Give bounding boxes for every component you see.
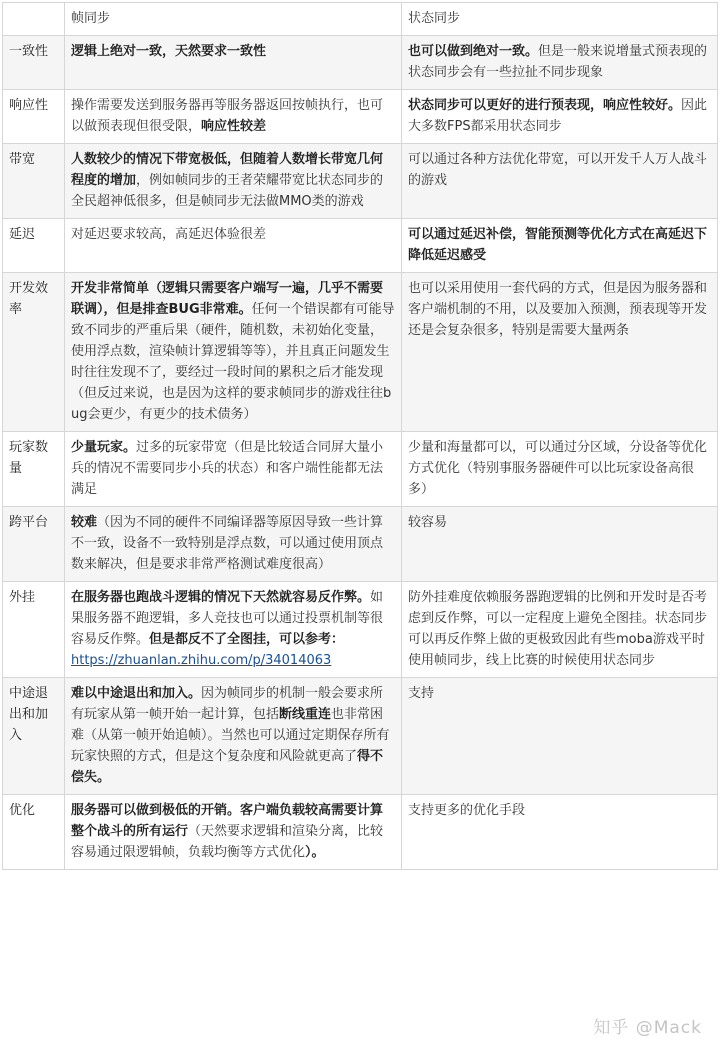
table-row (3, 678, 718, 795)
table-row (3, 273, 718, 432)
cell-text: 较难 (71, 515, 98, 530)
cell-frame-sync (65, 273, 402, 432)
cell-text: 但是一般来说增量式预表现的状态同步会有一些拉扯不同步现象 (408, 44, 708, 80)
cell-text: 断线重连 (279, 707, 332, 722)
cell-state-sync (402, 432, 718, 507)
table-row (3, 582, 718, 678)
cell-frame-sync (65, 36, 402, 90)
cell-text: 较容易 (408, 515, 448, 530)
cell-state-sync (402, 582, 718, 678)
cell-text: 也非常困难（从第一帧开始追帧）。当然也可以通过定期保存所有玩家快照的方式，但是这个复杂度和风险就更高了 (71, 707, 390, 764)
cell-text: 防外挂难度依赖服务器跑逻辑的比例和开发时是否考虑到反作弊，可以一定程度上避免全图挂。状态同步可以再反作弊上做的更极致因此有些moba游戏平时使用帧同步，线上比赛的时候使用状态同步 (408, 590, 708, 668)
cell-text: 可以通过延迟补偿，智能预测等优化方式在高延迟下降低延迟感受 (408, 227, 708, 263)
cell-text: 因此大多数FPS都采用状态同步 (408, 98, 708, 134)
table-row (3, 144, 718, 219)
row-label: 响应性 (3, 90, 65, 144)
cell-text: 对延迟要求较高，高延迟体验很差 (71, 227, 267, 242)
cell-text: 在服务器也跑战斗逻辑的情况下天然就容易反作弊。 (71, 590, 371, 605)
cell-text: 少量玩家。 (71, 440, 137, 455)
cell-text: 任何一个错误都有可能导致不同步的严重后果（硬件，随机数，未初始化变量，使用浮点数，渲染帧计算逻辑等等），并且真正问题发生时往往发现不了，要经过一段时间的累积之后才能发现（但反过来说，也是因为这样的要求帧同步的游戏往往bug会更少，有更少的技术债务） (71, 302, 395, 422)
cell-frame-sync (65, 90, 402, 144)
table-row (3, 90, 718, 144)
cell-text: 人数较少的情况下带宽极低，但随着人数增长带宽几何程度的增加 (71, 152, 384, 188)
cell-state-sync (402, 90, 718, 144)
cell-text: 但是都反不了全图挂，可以参考： (149, 632, 345, 647)
cell-text: 得不偿失。 (71, 749, 384, 785)
cell-state-sync (402, 273, 718, 432)
cell-text: 少量和海量都可以，可以通过分区域，分设备等优化方式优化（特别事服务器硬件可以比玩家设备高很多） (408, 440, 708, 497)
cell-text: 因为帧同步的机制一般会要求所有玩家从第一帧开始一起计算，包括 (71, 686, 384, 722)
row-label: 开发效率 (3, 273, 65, 432)
cell-state-sync (402, 36, 718, 90)
cell-state-sync (402, 507, 718, 582)
row-label: 跨平台 (3, 507, 65, 582)
header-row (3, 3, 718, 36)
row-label: 带宽 (3, 144, 65, 219)
cell-text: 过多的玩家带宽（但是比较适合同屏大量小兵的情况不需要同步小兵的状态）和客户端性能都无法满足 (71, 440, 384, 497)
header-state-sync: 状态同步 (402, 3, 718, 36)
cell-text: 逻辑上绝对一致，天然要求一致性 (71, 44, 267, 59)
row-label: 中途退出和加入 (3, 678, 65, 795)
table-row (3, 795, 718, 870)
cell-text: 响应性较差 (201, 119, 267, 134)
cell-frame-sync (65, 507, 402, 582)
cell-state-sync (402, 678, 718, 795)
cell-text: （天然要求逻辑和渲染分离，比较容易通过限逻辑帧，负载均衡等方式优化 (71, 824, 384, 860)
comparison-table (2, 2, 718, 870)
header-empty (3, 3, 65, 36)
table-row (3, 36, 718, 90)
cell-frame-sync (65, 795, 402, 870)
row-label: 玩家数量 (3, 432, 65, 507)
cell-text: 支持 (408, 686, 435, 701)
watermark: 知乎 @Mack (593, 1018, 702, 1038)
cell-text: 也可以做到绝对一致。 (408, 44, 539, 59)
cell-text: 支持更多的优化手段 (408, 803, 526, 818)
cell-frame-sync (65, 219, 402, 273)
table-body (3, 36, 718, 870)
cell-text: （因为不同的硬件不同编译器等原因导致一些计算不一致，设备不一致特别是浮点数，可以通过使用顶点数来解决，但是要求非常严格测试难度很高） (71, 515, 384, 572)
cell-text: 如果服务器不跑逻辑，多人竞技也可以通过投票机制等很容易反作弊。 (71, 590, 384, 647)
cell-state-sync (402, 144, 718, 219)
reference-link[interactable]: https://zhuanlan.zhihu.com/p/34014063 (71, 653, 332, 668)
header-frame-sync: 帧同步 (65, 3, 402, 36)
row-label: 一致性 (3, 36, 65, 90)
cell-text: 操作需要发送到服务器再等服务器返回按帧执行，也可以做预表现但很受限， (71, 98, 384, 134)
cell-text: ）。 (305, 845, 325, 860)
cell-text: ，例如帧同步的王者荣耀带宽比状态同步的全民超神低很多，但是帧同步无法做MMO类的游戏 (71, 173, 384, 209)
row-label: 延迟 (3, 219, 65, 273)
cell-frame-sync (65, 678, 402, 795)
cell-text: 也可以采用使用一套代码的方式，但是因为服务器和客户端机制的不用，以及要加入预测，预表现等开发还是会复杂很多，特别是需要大量两条 (408, 281, 708, 338)
cell-frame-sync (65, 432, 402, 507)
table-row (3, 219, 718, 273)
cell-text: 难以中途退出和加入。 (71, 686, 202, 701)
table-row (3, 507, 718, 582)
table-row (3, 432, 718, 507)
row-label: 优化 (3, 795, 65, 870)
row-label: 外挂 (3, 582, 65, 678)
cell-frame-sync (65, 582, 402, 678)
cell-text: 服务器可以做到极低的开销。客户端负载较高需要计算整个战斗的所有运行 (71, 803, 384, 839)
cell-text: 开发非常简单（逻辑只需要客户端写一遍，几乎不需要联调），但是排查BUG非常难。 (71, 281, 384, 317)
cell-state-sync (402, 795, 718, 870)
cell-frame-sync (65, 144, 402, 219)
cell-text: 状态同步可以更好的进行预表现，响应性较好。 (408, 98, 682, 113)
cell-state-sync (402, 219, 718, 273)
cell-text: 可以通过各种方法优化带宽，可以开发千人万人战斗的游戏 (408, 152, 708, 188)
